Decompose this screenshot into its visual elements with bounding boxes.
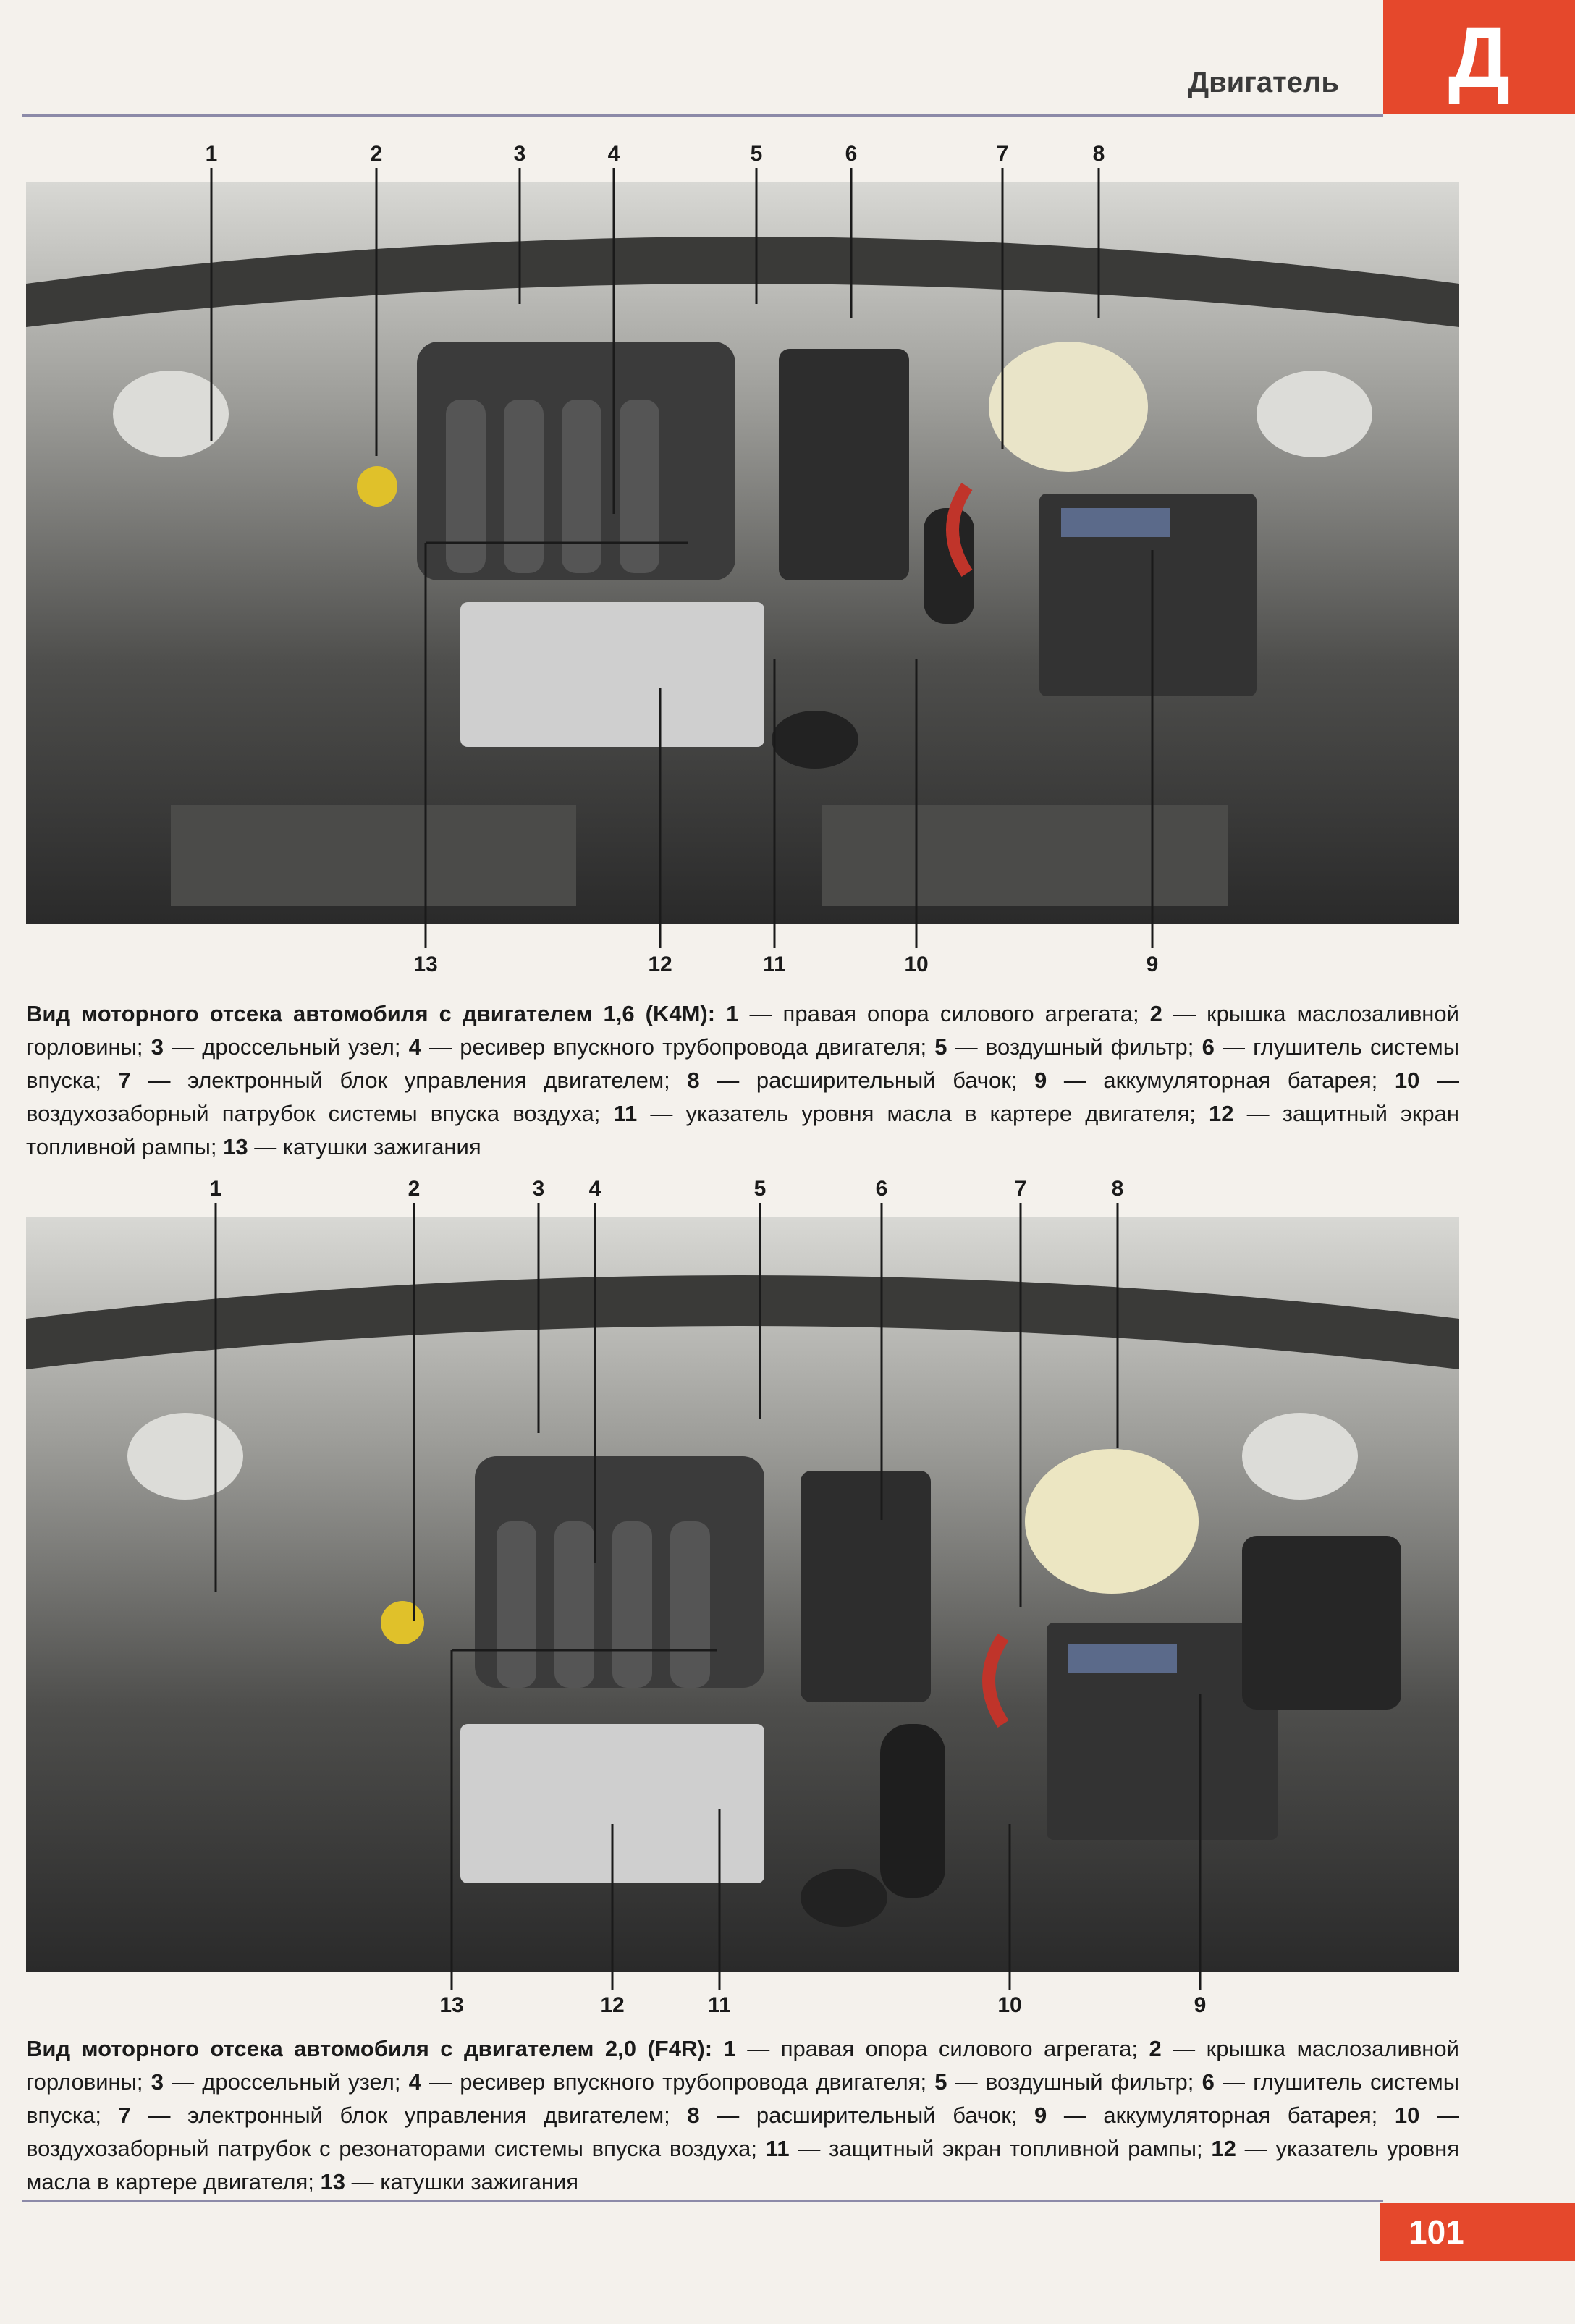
engine-bay-photo-f4r — [26, 1217, 1459, 1972]
figure-2-caption — [26, 2032, 1459, 2199]
caption-item-number: 3 — [151, 1034, 164, 1060]
caption-item-text: — защитный экран топливной рампы; — [26, 1101, 1460, 1159]
callout-label: 5 — [753, 1177, 767, 1201]
caption-item-number: 13 — [320, 2169, 346, 2194]
caption-item-number: 12 — [1211, 2136, 1236, 2161]
bottom-divider — [22, 2200, 1383, 2202]
callout-label: 10 — [997, 1993, 1022, 2017]
caption-item-text: — воздушный фильтр; — [947, 1034, 1194, 1060]
caption-item-text: — воздухозаборный патрубок с резонаторами системы впуска воздуха; — [26, 2103, 1459, 2161]
caption-item-text: — воздушный фильтр; — [947, 2069, 1194, 2095]
caption-item-number: 9 — [1034, 1068, 1047, 1093]
callout-label: 11 — [763, 952, 786, 976]
caption-item-number: 6 — [1202, 1034, 1215, 1060]
callout-label: 13 — [439, 1993, 464, 2017]
caption-item-number: 13 — [223, 1134, 248, 1159]
caption-item-text: — указатель уровня масла в картере двигателя; — [637, 1101, 1196, 1126]
caption-item-text: — аккумуляторная батарея; — [1047, 1068, 1378, 1093]
caption-item-text: — глушитель системы впуска; — [26, 2069, 1460, 2128]
caption-item-number: 4 — [408, 1034, 421, 1060]
caption-item-number: 2 — [1149, 2036, 1162, 2061]
callout-label: 4 — [607, 142, 620, 166]
callout-label: 4 — [588, 1177, 601, 1201]
caption-item-number: 9 — [1034, 2103, 1047, 2128]
figure-1-caption — [26, 997, 1459, 1164]
caption-item-number: 10 — [1394, 2103, 1420, 2128]
caption-item-number: 11 — [765, 2136, 790, 2161]
caption-item-text: — ресивер впускного трубопровода двигателя; — [421, 2069, 927, 2095]
caption-item-number: 7 — [118, 1068, 131, 1093]
caption-item-number: 2 — [1149, 1001, 1162, 1026]
caption-item-text: — крышка маслозаливной горловины; — [26, 1001, 1459, 1060]
caption-item-number: 10 — [1394, 1068, 1420, 1093]
callout-label: 12 — [648, 952, 672, 976]
callout-label: 6 — [875, 1177, 888, 1201]
caption-lead: Вид моторного отсека автомобиля с двигателем 2,0 (F4R): — [26, 2036, 713, 2061]
caption-item-number: 12 — [1209, 1101, 1234, 1126]
caption-item-text: — расширительный бачок; — [699, 1068, 1018, 1093]
caption-item-text: — крышка маслозаливной горловины; — [26, 2036, 1459, 2095]
callout-label: 8 — [1092, 142, 1105, 166]
callout-label: 3 — [513, 142, 526, 166]
caption-item-number: 5 — [934, 2069, 947, 2095]
callout-label: 1 — [209, 1177, 222, 1201]
callout-label: 6 — [845, 142, 858, 166]
caption-item-text: — правая опора силового агрегата; — [735, 2036, 1138, 2061]
caption-item-text: — катушки зажигания — [248, 1134, 481, 1159]
callout-label: 7 — [1014, 1177, 1027, 1201]
callout-label: 1 — [205, 142, 218, 166]
caption-item-number: 11 — [613, 1101, 638, 1126]
caption-item-text: — электронный блок управления двигателем; — [130, 1068, 670, 1093]
caption-item-number: 6 — [1202, 2069, 1215, 2095]
caption-item-text: — катушки зажигания — [345, 2169, 579, 2194]
page-number: 101 — [1380, 2203, 1575, 2261]
caption-item-number: 5 — [934, 1034, 947, 1060]
callout-label: 9 — [1146, 952, 1159, 976]
caption-item-number: 8 — [687, 2103, 700, 2128]
caption-item-number: 8 — [687, 1068, 700, 1093]
caption-item-text: — правая опора силового агрегата; — [738, 1001, 1139, 1026]
caption-item-number: 1 — [726, 1001, 739, 1026]
caption-item-text: — расширительный бачок; — [699, 2103, 1018, 2128]
callout-label: 9 — [1194, 1993, 1207, 2017]
section-letter-tab: Д — [1383, 0, 1575, 114]
callout-label: 12 — [600, 1993, 625, 2017]
caption-item-text: — электронный блок управления двигателем; — [130, 2103, 670, 2128]
caption-item-text: — воздухозаборный патрубок системы впуска воздуха; — [26, 1068, 1459, 1126]
caption-item-text: — дроссельный узел; — [163, 1034, 401, 1060]
callout-label: 10 — [904, 952, 929, 976]
caption-item-text: — указатель уровня масла в картере двигателя; — [26, 2136, 1459, 2194]
caption-item-number: 3 — [151, 2069, 164, 2095]
caption-item-number: 4 — [408, 2069, 421, 2095]
callout-label: 5 — [750, 142, 763, 166]
callout-label: 8 — [1111, 1177, 1124, 1201]
engine-bay-photo-k4m — [26, 182, 1459, 924]
top-divider — [22, 114, 1383, 117]
callout-label: 2 — [408, 1177, 421, 1201]
callout-label: 11 — [708, 1993, 731, 2017]
caption-item-text: — ресивер впускного трубопровода двигателя; — [421, 1034, 927, 1060]
caption-item-number: 7 — [118, 2103, 131, 2128]
callout-label: 13 — [413, 952, 438, 976]
caption-item-text: — аккумуляторная батарея; — [1047, 2103, 1378, 2128]
caption-item-text: — защитный экран топливной рампы; — [789, 2136, 1203, 2161]
caption-item-text: — дроссельный узел; — [163, 2069, 401, 2095]
callout-label: 7 — [996, 142, 1009, 166]
caption-item-number: 1 — [723, 2036, 736, 2061]
section-title: Двигатель — [1188, 67, 1339, 98]
caption-lead: Вид моторного отсека автомобиля с двигателем 1,6 (K4M): — [26, 1001, 716, 1026]
callout-label: 3 — [532, 1177, 545, 1201]
callout-label: 2 — [370, 142, 383, 166]
caption-item-text: — глушитель системы впуска; — [26, 1034, 1460, 1093]
